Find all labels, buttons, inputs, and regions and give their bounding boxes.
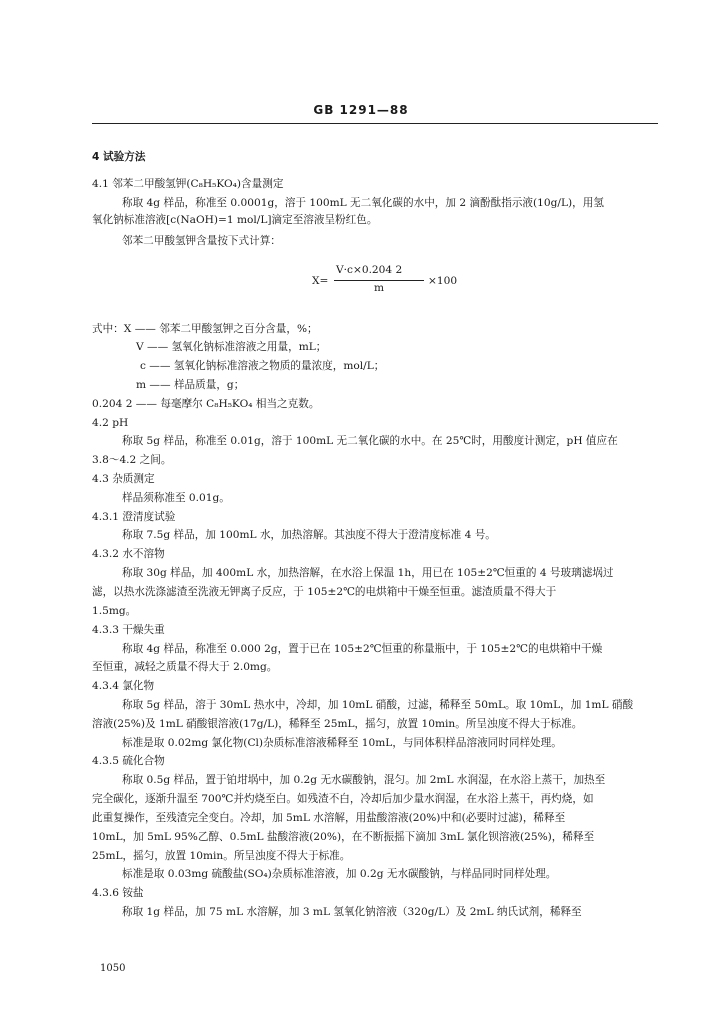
section-heading-4: 4 试验方法 xyxy=(92,151,146,163)
formula-lhs: X= xyxy=(312,275,329,287)
variable-definition: 式中：X —— 邻苯二甲酸氢钾之百分含量，%； xyxy=(92,323,318,335)
variable-definition: c —— 氢氧化钠标准溶液之物质的量浓度，mol/L； xyxy=(140,360,385,372)
body-line: 3.8～4.2 之间。 xyxy=(92,454,172,466)
body-line: 称取 4g 样品，称准至 0.000 2g，置于已在 105±2℃恒重的称量瓶中，于 105±2℃的电烘箱中干燥 xyxy=(122,643,603,655)
body-line: 此重复操作，至残渣完全变白。冷却，加 5mL 水溶解，用盐酸溶液(20%)中和(必要时过滤)，稀释至 xyxy=(92,812,566,824)
subsection-heading-4-2: 4.2 pH xyxy=(92,417,129,429)
header-rule xyxy=(92,123,658,124)
body-line: 至恒重，减轻之质量不得大于 2.0mg。 xyxy=(92,661,278,673)
subsection-heading-4-3-6: 4.3.6 铵盐 xyxy=(92,887,144,899)
variable-definition: V —— 氢氧化钠标准溶液之用量，mL； xyxy=(136,341,327,353)
body-line: 邻苯二甲酸氢钾含量按下式计算： xyxy=(122,235,281,247)
formula-numerator: V·c×0.204 2 xyxy=(336,264,403,276)
variable-definition: 0.204 2 —— 每毫摩尔 C₈H₅KO₄ 相当之克数。 xyxy=(92,398,320,410)
formula-rhs: ×100 xyxy=(428,275,458,287)
content-formula xyxy=(312,262,462,296)
standard-code-header: GB 1291—88 xyxy=(313,103,409,117)
body-line: 称取 1g 样品，加 75 mL 水溶解，加 3 mL 氢氧化钠溶液（320g/L）及 2mL 纳氏试剂，稀释至 xyxy=(122,906,582,918)
body-line: 溶液(25%)及 1mL 硝酸银溶液(17g/L)，稀释至 25mL，摇匀，放置 10min。所呈浊度不得大于标准。 xyxy=(92,718,583,730)
subsection-heading-4-3-5: 4.3.5 硫化合物 xyxy=(92,755,165,767)
subsection-heading-4-3-4: 4.3.4 氯化物 xyxy=(92,680,155,692)
body-line: 25mL，摇匀，放置 10min。所呈浊度不得大于标准。 xyxy=(92,850,351,862)
body-line: 称取 4g 样品，称准至 0.0001g，溶于 100mL 无二氧化碳的水中，加 2 滴酚酞指示液(10g/L)，用氢 xyxy=(122,197,604,209)
body-line: 称取 30g 样品，加 400mL 水，加热溶解，在水浴上保温 1h，用已在 105±2℃恒重的 4 号玻璃滤埚过 xyxy=(122,567,614,579)
page-number: 1050 xyxy=(100,963,126,974)
body-line: 10mL，加 5mL 95%乙醇、0.5mL 盐酸溶液(20%)，在不断振摇下滴加 3mL 氯化钡溶液(25%)，稀释至 xyxy=(92,831,595,843)
body-line: 完全碳化，逐渐升温至 700℃并灼烧至白。如残渣不白，冷却后加少量水润湿，在水浴上蒸干，再灼烧，如 xyxy=(92,793,594,805)
body-line: 标准是取 0.03mg 硫酸盐(SO₄)杂质标准溶液，加 0.2g 无水碳酸钠，与样品同时同样处理。 xyxy=(122,868,557,880)
body-line: 标准是取 0.02mg 氯化物(Cl)杂质标准溶液稀释至 10mL，与同体积样品溶液同时同样处理。 xyxy=(122,737,562,749)
subsection-heading-4-3-3: 4.3.3 干燥失重 xyxy=(92,624,165,636)
formula-denominator: m xyxy=(374,282,385,294)
variable-definition: m —— 样品质量，g； xyxy=(136,379,245,391)
subsection-heading-4-1: 4.1 邻苯二甲酸氢钾(C₈H₅KO₄)含量测定 xyxy=(92,178,284,190)
body-line: 氧化钠标准溶液[c(NaOH)=1 mol/L]滴定至溶液呈粉红色。 xyxy=(92,214,378,226)
formula-fraction-bar xyxy=(334,280,424,281)
subsection-heading-4-3: 4.3 杂质测定 xyxy=(92,473,155,485)
subsection-heading-4-3-1: 4.3.1 澄清度试验 xyxy=(92,511,176,523)
body-line: 称取 7.5g 样品，加 100mL 水，加热溶解。其浊度不得大于澄清度标准 4 号。 xyxy=(122,529,496,541)
body-line: 样品须称准至 0.01g。 xyxy=(122,492,230,504)
body-line: 称取 0.5g 样品，置于铂坩埚中，加 0.2g 无水碳酸钠，混匀。加 2mL 水润湿，在水浴上蒸干，加热至 xyxy=(122,774,606,786)
body-line: 滤，以热水洗涤滤渣至洗液无钾离子反应，于 105±2℃的电烘箱中干燥至恒重。滤渣质量不得大于 xyxy=(92,586,557,598)
subsection-heading-4-3-2: 4.3.2 水不溶物 xyxy=(92,548,165,560)
body-line: 称取 5g 样品，称准至 0.01g，溶于 100mL 无二氧化碳的水中。在 25℃时，用酸度计测定，pH 值应在 xyxy=(122,435,618,447)
body-line: 1.5mg。 xyxy=(92,605,137,617)
body-line: 称取 5g 样品，溶于 30mL 热水中，冷却，加 10mL 硝酸，过滤，稀释至 50mL。取 10mL，加 1mL 硝酸 xyxy=(122,699,634,711)
